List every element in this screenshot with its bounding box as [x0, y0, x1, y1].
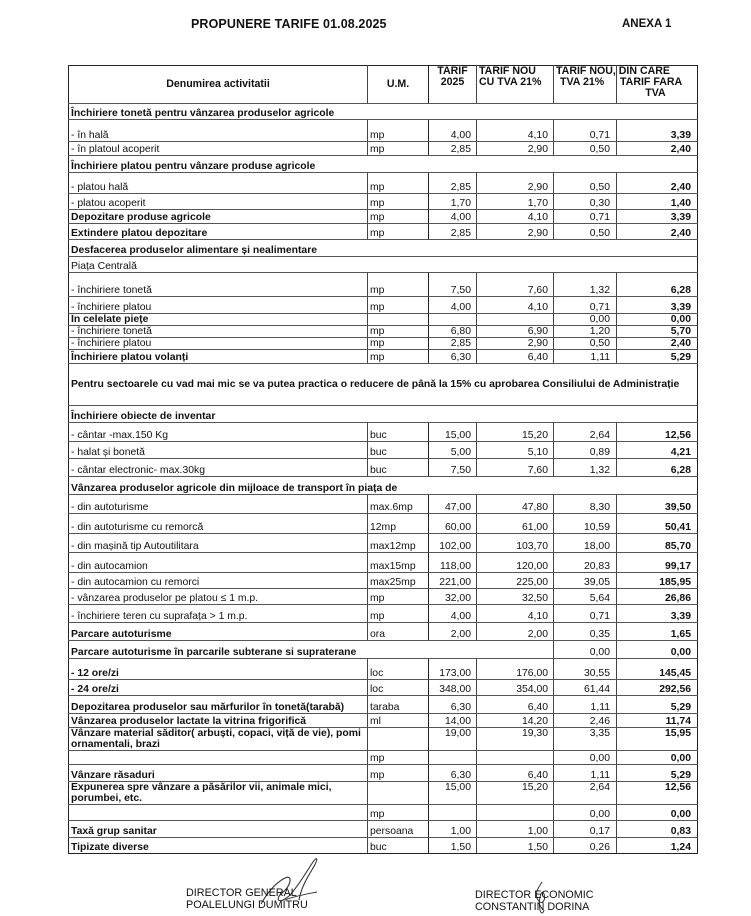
- table-header-row: [69, 66, 698, 104]
- tarif-nou: 5,10: [477, 442, 554, 459]
- table-row: [69, 751, 698, 765]
- tarif-2025: 2,85: [429, 173, 477, 194]
- col-header-tva-line1: TARIF NOU, DIN CARE: [556, 65, 670, 77]
- tva-value: 1,11: [554, 696, 617, 714]
- table-row: [69, 314, 698, 326]
- tarif-2025: 221,00: [429, 573, 477, 589]
- fara-tva-value: 12,56: [617, 423, 698, 442]
- tarif-nou: 103,70: [477, 534, 554, 553]
- fara-tva-value: 26,86: [617, 589, 698, 605]
- activity-name: Tipizate diverse: [69, 838, 368, 854]
- unit: mp: [368, 194, 429, 210]
- unit: mp: [368, 765, 429, 782]
- fara-tva-value: 39,50: [617, 495, 698, 514]
- unit: mp: [368, 326, 429, 338]
- unit: mp: [368, 350, 429, 364]
- table-row: [69, 805, 698, 821]
- fara-tva-value: 1,40: [617, 194, 698, 210]
- tva-value: 0,50: [554, 338, 617, 350]
- tarif-nou: [477, 751, 554, 765]
- activity-name: - halat și bonetă: [69, 442, 368, 459]
- col-header-nou-line1: TARIF NOU: [479, 65, 536, 77]
- unit: ora: [368, 623, 429, 641]
- tarif-2025: 7,50: [429, 459, 477, 477]
- fara-tva-value: 5,29: [617, 765, 698, 782]
- table-row: [69, 623, 698, 641]
- table-row: [69, 406, 698, 423]
- tarif-nou: 4,10: [477, 120, 554, 142]
- tarif-2025: [429, 314, 477, 326]
- activity-name: - închiriere platou: [69, 338, 368, 350]
- activity-name: - din autocamion cu remorci: [69, 573, 368, 589]
- note-cell: Pentru sectoarele cu vad mai mic se va putea practica o reducere de până la 15% cu aprobarea Consiliului de Administrație: [69, 364, 698, 406]
- general-director-name: POALELUNGI DUMITRU: [186, 899, 308, 911]
- fara-tva-value: 0,83: [617, 821, 698, 838]
- col-header-tva-line2: TVA 21%: [560, 76, 605, 88]
- fara-tva-value: 0,00: [617, 805, 698, 821]
- section-title: Închiriere tonetă pentru vânzarea produselor agricole: [69, 104, 698, 120]
- tarif-2025: 1,50: [429, 838, 477, 854]
- tarif-2025: 2,00: [429, 623, 477, 641]
- tarif-2025: 6,80: [429, 326, 477, 338]
- unit: mp: [368, 297, 429, 314]
- tarif-nou: 4,10: [477, 297, 554, 314]
- fara-tva-value: 292,56: [617, 680, 698, 696]
- tarif-2025: 4,00: [429, 120, 477, 142]
- tva-value: 1,32: [554, 273, 617, 297]
- fara-tva-value: 11,74: [617, 714, 698, 728]
- unit: mp: [368, 338, 429, 350]
- fara-tva-value: 4,21: [617, 442, 698, 459]
- tarif-2025: [429, 805, 477, 821]
- activity-name: [69, 805, 368, 821]
- tva-value: 0,71: [554, 210, 617, 224]
- tarif-nou: 225,00: [477, 573, 554, 589]
- activity-name: Închiriere platou volanți: [69, 350, 368, 364]
- tva-value: 1,32: [554, 459, 617, 477]
- activity-name: - vânzarea produselor pe platou ≤ 1 m.p.: [69, 589, 368, 605]
- table-row: [69, 156, 698, 173]
- section-title: Piața Centrală: [69, 257, 698, 273]
- fara-tva-value: 2,40: [617, 173, 698, 194]
- tarif-2025: 4,00: [429, 210, 477, 224]
- tarif-2025: 19,00: [429, 728, 477, 751]
- unit: buc: [368, 442, 429, 459]
- table-row: [69, 765, 698, 782]
- tarif-2025: 173,00: [429, 659, 477, 680]
- table-row: [69, 573, 698, 589]
- unit: max12mp: [368, 534, 429, 553]
- economic-director-title: DIRECTOR ECONOMIC: [475, 889, 594, 901]
- fara-tva-value: 3,39: [617, 120, 698, 142]
- unit: [368, 728, 429, 751]
- table-row: [69, 423, 698, 442]
- tarif-nou: [477, 805, 554, 821]
- unit: mp: [368, 751, 429, 765]
- table-row: [69, 297, 698, 314]
- table-row: [69, 338, 698, 350]
- table-row: [69, 495, 698, 514]
- table-row: [69, 240, 698, 257]
- tva-value: 1,11: [554, 765, 617, 782]
- tva-value: 1,20: [554, 326, 617, 338]
- col-header-tarif-line2: 2025: [440, 76, 465, 88]
- unit: mp: [368, 210, 429, 224]
- page-title: PROPUNERE TARIFE 01.08.2025: [191, 17, 387, 31]
- activity-name: - închiriere teren cu suprafața > 1 m.p.: [69, 605, 368, 623]
- tva-value: 18,00: [554, 534, 617, 553]
- table-row: [69, 350, 698, 364]
- tarif-2025: 47,00: [429, 495, 477, 514]
- tarif-2025: 2,85: [429, 338, 477, 350]
- fara-tva-value: 85,70: [617, 534, 698, 553]
- unit: max25mp: [368, 573, 429, 589]
- unit: taraba: [368, 696, 429, 714]
- tarif-nou: 15,20: [477, 782, 554, 805]
- tarif-nou: 2,90: [477, 142, 554, 156]
- activity-name: Vânzarea produselor lactate la vitrina frigorifică: [69, 714, 368, 728]
- tva-value: 0,50: [554, 142, 617, 156]
- table-row: [69, 173, 698, 194]
- tarif-nou: 6,40: [477, 696, 554, 714]
- section-title: Parcare autoturisme în parcarile subterane si supraterane: [69, 641, 554, 659]
- table-row: [69, 514, 698, 534]
- activity-name: - închiriere platou: [69, 297, 368, 314]
- fara-tva-value: 5,29: [617, 350, 698, 364]
- tarif-nou: 2,00: [477, 623, 554, 641]
- activity-name: [69, 751, 368, 765]
- table-row: [69, 782, 698, 805]
- fara-tva-value: 185,95: [617, 573, 698, 589]
- fara-tva-value: 3,39: [617, 605, 698, 623]
- fara-tva-value: 6,28: [617, 459, 698, 477]
- unit: loc: [368, 659, 429, 680]
- tva-value: 0,30: [554, 194, 617, 210]
- activity-name: Vânzare răsaduri: [69, 765, 368, 782]
- col-header-name: Denumirea activitatii: [69, 66, 368, 104]
- activity-name: - 12 ore/zi: [69, 659, 368, 680]
- fara-tva-value: 1,24: [617, 838, 698, 854]
- tva-value: 39,05: [554, 573, 617, 589]
- tarif-nou: 14,20: [477, 714, 554, 728]
- tarif-2025: 6,30: [429, 350, 477, 364]
- fara-tva-value: 2,40: [617, 142, 698, 156]
- table-row: [69, 273, 698, 297]
- table-row: [69, 104, 698, 120]
- activity-name: - din autoturisme cu remorcă: [69, 514, 368, 534]
- unit: max.6mp: [368, 495, 429, 514]
- tarif-nou: 61,00: [477, 514, 554, 534]
- tarif-2025: 118,00: [429, 553, 477, 573]
- col-header-fara-line1: TARIF FARA: [620, 76, 683, 88]
- fara-tva-value: 99,17: [617, 553, 698, 573]
- tva-value: 30,55: [554, 659, 617, 680]
- general-director-block: [186, 887, 308, 911]
- activity-name: - 24 ore/zi: [69, 680, 368, 696]
- tarif-2025: 2,85: [429, 224, 477, 240]
- fara-tva-value: 0,00: [617, 641, 698, 659]
- tva-value: 0,26: [554, 838, 617, 854]
- table-row: [69, 714, 698, 728]
- tva-value: 0,00: [554, 805, 617, 821]
- fara-tva-value: 15,95: [617, 728, 698, 751]
- annex-label: ANEXA 1: [622, 18, 672, 30]
- tarif-nou: 176,00: [477, 659, 554, 680]
- tarif-2025: 102,00: [429, 534, 477, 553]
- fara-tva-value: 12,56: [617, 782, 698, 805]
- unit: mp: [368, 224, 429, 240]
- economic-director-name: CONSTANTIN DORINA: [475, 901, 590, 913]
- tva-value: 2,46: [554, 714, 617, 728]
- table-row: [69, 210, 698, 224]
- section-title: Închiriere platou pentru vânzare produse agricole: [69, 156, 698, 173]
- table-row: [69, 605, 698, 623]
- table-row: [69, 142, 698, 156]
- activity-name: - închiriere tonetă: [69, 273, 368, 297]
- fara-tva-value: 5,29: [617, 696, 698, 714]
- tva-value: 1,11: [554, 350, 617, 364]
- activity-name: - în platoul acoperit: [69, 142, 368, 156]
- unit: buc: [368, 423, 429, 442]
- table-row: [69, 680, 698, 696]
- tva-value: 2,64: [554, 423, 617, 442]
- activity-name: Depozitarea produselor sau mărfurilor în tonetă(tarabă): [69, 696, 368, 714]
- tarif-2025: 7,50: [429, 273, 477, 297]
- tarif-nou: 1,70: [477, 194, 554, 210]
- col-header-um: U.M.: [368, 66, 429, 104]
- unit: buc: [368, 838, 429, 854]
- section-title: Închiriere obiecte de inventar: [69, 406, 698, 423]
- unit: mp: [368, 142, 429, 156]
- table-row: [69, 589, 698, 605]
- tarif-nou: 4,10: [477, 605, 554, 623]
- tarif-nou: 19,30: [477, 728, 554, 751]
- tarif-nou: 120,00: [477, 553, 554, 573]
- table-row: [69, 641, 698, 659]
- tarif-2025: 6,30: [429, 696, 477, 714]
- tariff-table: [68, 65, 698, 854]
- tva-value: 0,17: [554, 821, 617, 838]
- activity-name: - în hală: [69, 120, 368, 142]
- tva-value: 8,30: [554, 495, 617, 514]
- table-row: [69, 821, 698, 838]
- tarif-2025: 4,00: [429, 297, 477, 314]
- fara-tva-value: 5,70: [617, 326, 698, 338]
- fara-tva-value: 2,40: [617, 224, 698, 240]
- fara-tva-value: 2,40: [617, 338, 698, 350]
- general-director-title: DIRECTOR GENERAL: [186, 887, 297, 899]
- tva-value: 5,64: [554, 589, 617, 605]
- table-row: [69, 194, 698, 210]
- col-header-tarif-2025: [429, 66, 477, 104]
- tarif-nou: 2,90: [477, 224, 554, 240]
- activity-name: - din autoturisme: [69, 495, 368, 514]
- activity-name: - închiriere tonetă: [69, 326, 368, 338]
- col-header-fara-line2: TVA: [645, 87, 666, 99]
- tva-value: 20,83: [554, 553, 617, 573]
- tva-value: 0,50: [554, 173, 617, 194]
- tarif-nou: 4,10: [477, 210, 554, 224]
- table-row: [69, 364, 698, 406]
- activity-name: Vânzare material săditor( arbuști, copaci, viță de vie), pomi ornamentali, brazi: [69, 728, 368, 751]
- tva-value: 0,00: [554, 751, 617, 765]
- unit: mp: [368, 273, 429, 297]
- table-row: [69, 553, 698, 573]
- tarif-nou: 6,40: [477, 350, 554, 364]
- tva-value: 10,59: [554, 514, 617, 534]
- tarif-2025: 4,00: [429, 605, 477, 623]
- fara-tva-value: 3,39: [617, 297, 698, 314]
- activity-name: În celelate piețe: [69, 314, 368, 326]
- tarif-nou: 1,00: [477, 821, 554, 838]
- table-row: [69, 534, 698, 553]
- section-title: Vânzarea produselor agricole din mijloace de transport în piața de: [69, 477, 698, 495]
- tarif-2025: 60,00: [429, 514, 477, 534]
- table-row: [69, 477, 698, 495]
- table-row: [69, 442, 698, 459]
- activity-name: Parcare autoturisme: [69, 623, 368, 641]
- tva-value: 0,00: [554, 641, 617, 659]
- table-row: [69, 257, 698, 273]
- unit: 12mp: [368, 514, 429, 534]
- tarif-nou: 1,50: [477, 838, 554, 854]
- unit: mp: [368, 173, 429, 194]
- activity-name: Extindere platou depozitare: [69, 224, 368, 240]
- unit: loc: [368, 680, 429, 696]
- unit: mp: [368, 805, 429, 821]
- fara-tva-value: 50,41: [617, 514, 698, 534]
- tva-value: 0,50: [554, 224, 617, 240]
- tarif-nou: [477, 314, 554, 326]
- col-header-tarif-line1: TARIF: [437, 65, 468, 77]
- tarif-2025: 1,70: [429, 194, 477, 210]
- tva-value: 0,89: [554, 442, 617, 459]
- tarif-nou: 7,60: [477, 273, 554, 297]
- tarif-2025: [429, 751, 477, 765]
- tarif-nou: 2,90: [477, 173, 554, 194]
- tarif-2025: 14,00: [429, 714, 477, 728]
- fara-tva-value: 6,28: [617, 273, 698, 297]
- fara-tva-value: 145,45: [617, 659, 698, 680]
- tarif-2025: 348,00: [429, 680, 477, 696]
- tarif-nou: 2,90: [477, 338, 554, 350]
- activity-name: Depozitare produse agricole: [69, 210, 368, 224]
- unit: [368, 782, 429, 805]
- unit: [368, 314, 429, 326]
- tva-value: 0,35: [554, 623, 617, 641]
- activity-name: - platou acoperit: [69, 194, 368, 210]
- tva-value: 0,71: [554, 605, 617, 623]
- tarif-2025: 32,00: [429, 589, 477, 605]
- tva-value: 61,44: [554, 680, 617, 696]
- activity-name: - cântar electronic- max.30kg: [69, 459, 368, 477]
- fara-tva-value: 1,65: [617, 623, 698, 641]
- table-row: [69, 224, 698, 240]
- tarif-2025: 1,00: [429, 821, 477, 838]
- economic-director-block: [475, 889, 594, 913]
- tarif-nou: 6,40: [477, 765, 554, 782]
- tarif-nou: 15,20: [477, 423, 554, 442]
- table-row: [69, 838, 698, 854]
- unit: max15mp: [368, 553, 429, 573]
- col-header-nou-line2: CU TVA 21%: [479, 76, 542, 88]
- activity-name: Expunerea spre vânzare a păsărilor vii, animale mici, porumbei, etc.: [69, 782, 368, 805]
- tarif-2025: 6,30: [429, 765, 477, 782]
- tarif-nou: 354,00: [477, 680, 554, 696]
- activity-name: Taxă grup sanitar: [69, 821, 368, 838]
- tarif-nou: 7,60: [477, 459, 554, 477]
- unit: mp: [368, 120, 429, 142]
- tarif-nou: 6,90: [477, 326, 554, 338]
- table-row: [69, 120, 698, 142]
- fara-tva-value: 0,00: [617, 751, 698, 765]
- table-row: [69, 728, 698, 751]
- table-row: [69, 659, 698, 680]
- unit: ml: [368, 714, 429, 728]
- tva-value: 0,00: [554, 314, 617, 326]
- tva-value: 2,64: [554, 782, 617, 805]
- tarif-2025: 15,00: [429, 782, 477, 805]
- tva-value: 0,71: [554, 297, 617, 314]
- table-row: [69, 696, 698, 714]
- unit: mp: [368, 589, 429, 605]
- fara-tva-value: 3,39: [617, 210, 698, 224]
- tva-value: 3,35: [554, 728, 617, 751]
- table-row: [69, 326, 698, 338]
- unit: buc: [368, 459, 429, 477]
- activity-name: - din autocamion: [69, 553, 368, 573]
- table-row: [69, 459, 698, 477]
- tarif-nou: 47,80: [477, 495, 554, 514]
- tva-value: 0,71: [554, 120, 617, 142]
- section-title: Desfacerea produselor alimentare și nealimentare: [69, 240, 698, 257]
- col-header-tarif-nou: [477, 66, 554, 104]
- unit: mp: [368, 605, 429, 623]
- activity-name: - din mașină tip Autoutilitara: [69, 534, 368, 553]
- tarif-2025: 5,00: [429, 442, 477, 459]
- tarif-2025: 2,85: [429, 142, 477, 156]
- activity-name: - platou hală: [69, 173, 368, 194]
- tarif-nou: 32,50: [477, 589, 554, 605]
- unit: persoana: [368, 821, 429, 838]
- tarif-2025: 15,00: [429, 423, 477, 442]
- activity-name: - cântar -max.150 Kg: [69, 423, 368, 442]
- fara-tva-value: 0,00: [617, 314, 698, 326]
